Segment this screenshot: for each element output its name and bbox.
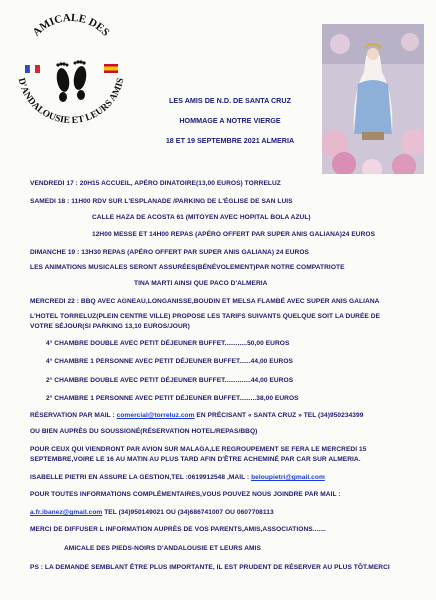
saturday-program-3: 12H00 MESSE ET 14H00 REPAS (APÉRO OFFERT PAR SUPER ANIS GALIANA)24 EUROS xyxy=(92,231,376,238)
main-contact-line xyxy=(30,509,274,516)
hotel-intro-1: L'HOTEL TORRELUZ(PLEIN CENTRE VILLE) PROPOSE LES TARIFS SUIVANTS QUELQUE SOIT LA DURÉE DE xyxy=(30,313,381,320)
hotel-rate: 4° CHAMBRE DOUBLE AVEC PETIT DÉJEUNER BUFFET............50,00 EUROS xyxy=(46,340,290,347)
hotel-rate: 4° CHAMBRE 1 PERSONNE AVEC PETIT DÉJEUNER BUFFET......44,00 EUROS xyxy=(46,358,293,365)
saturday-program-2: CALLE HAZA DE ACOSTA 61 (MITOYEN AVEC HOPITAL BOLA AZUL) xyxy=(92,214,311,221)
saturday-program-1: SAMEDI 18 : 11H00 RDV SUR L'ESPLANADE /PARKING DE L'ÉGLISE DE SAN LUIS xyxy=(30,198,293,205)
booking-mail-line xyxy=(30,412,363,419)
booking-mail-suffix: EN PRÉCISANT « SANTA CRUZ » TEL (34)950234399 xyxy=(194,412,364,419)
music-line-1: LES ANIMATIONS MUSICALES SERONT ASSURÉES(BÉNÉVOLEMENT)PAR NOTRE COMPATRIOTE xyxy=(30,264,345,271)
amicale-logo xyxy=(8,8,134,126)
logo-bottom-text: D'ANDALOUSIE ET LEURS AMIS xyxy=(15,77,127,126)
merci-line: MERCI DE DIFFUSER L INFORMATION AUPRÈS DE VOS PARENTS,AMIS,ASSOCIATIONS....... xyxy=(30,526,326,533)
sunday-program: DIMANCHE 19 : 13H30 REPAS (APÉRO OFFERT PAR SUPER ANIS GALIANA) 24 EUROS xyxy=(30,249,309,256)
logo-svg xyxy=(8,8,134,126)
booking-mail-prefix: RÉSERVATION PAR MAIL : xyxy=(30,412,117,419)
hotel-rate: 2° CHAMBRE 1 PERSONNE AVEC PETIT DÉJEUNER BUFFET.........38,00 EUROS xyxy=(46,395,299,402)
virgin-statue-photo xyxy=(322,24,424,174)
wednesday-program: MERCREDI 22 : BBQ AVEC AGNEAU,LONGANISSE,BOUDIN ET MELSA FLAMBÉ AVEC SUPER ANIS GALIANA xyxy=(30,298,380,305)
hotel-rate: 2° CHAMBRE DOUBLE AVEC PETIT DÉJEUNER BUFFET..............44,00 EUROS xyxy=(46,377,294,384)
main-email-link[interactable]: a.fr.ibanez@gmail.com xyxy=(30,509,103,516)
virgin-statue-icon xyxy=(322,24,424,174)
footprints-icon xyxy=(55,60,88,102)
isabelle-prefix: ISABELLE PIETRI EN ASSURE LA GESTION,TEL :0619912548 ,MAIL : xyxy=(30,474,252,481)
hotel-email-link[interactable]: comercial@torreluz.com xyxy=(116,412,195,419)
hotel-intro-2: VOTRE SÉJOUR(SI PARKING 13,10 EUROS/JOUR) xyxy=(30,323,190,330)
spain-flag-icon xyxy=(104,64,118,73)
travel-line-1: POUR CEUX QUI VIENDRONT PAR AVION SUR MALAGA,LE REGROUPEMENT SE FERA LE MERCREDI 15 xyxy=(30,446,367,453)
heading-line-2: HOMMAGE A NOTRE VIERGE xyxy=(179,116,281,125)
heading-line-3: 18 ET 19 SEPTEMBRE 2021 ALMERIA xyxy=(165,136,295,145)
signature-line: AMICALE DES PIEDS-NOIRS D'ANDALOUSIE ET LEURS AMIS xyxy=(64,545,261,552)
france-flag-icon xyxy=(25,65,40,73)
ps-line: PS : LA DEMANDE SEMBLANT ÊTRE PLUS IMPORTANTE, IL EST PRUDENT DE RÉSERVER AU PLUS TÔT.MERCI xyxy=(30,564,390,571)
logo-top-text: AMICALE DES xyxy=(30,11,112,39)
isabelle-line xyxy=(30,474,325,481)
main-contact-suffix: TEL (34)950149021 OU (34)686741007 OU 0607708113 xyxy=(102,509,274,516)
isabelle-email-link[interactable]: beloupietri@gmail.com xyxy=(251,474,325,481)
info-line: POUR TOUTES INFORMATIONS COMPLÉMENTAIRES,VOUS POUVEZ NOUS JOINDRE PAR MAIL : xyxy=(30,491,341,498)
heading-line-1: LES AMIS DE N.D. DE SANTA CRUZ xyxy=(169,96,291,105)
friday-program: VENDREDI 17 : 20H15 ACCUEIL, APÉRO DINATOIRE(13,00 EUROS) TORRELUZ xyxy=(30,180,281,187)
music-line-2: TINA MARTI AINSI QUE PACO D'ALMERIA xyxy=(134,280,268,287)
travel-line-2: SEPTEMBRE,VOIRE LE 16 AU MATIN AU PLUS TARD AFIN D'ÊTRE ACHEMINÉ PAR CAR SUR ALMERIA. xyxy=(30,456,361,463)
booking-soussigne: OU BIEN AUPRÈS DU SOUSSIGNÉ(RÉSERVATION HOTEL/REPAS/BBQ) xyxy=(30,428,258,435)
